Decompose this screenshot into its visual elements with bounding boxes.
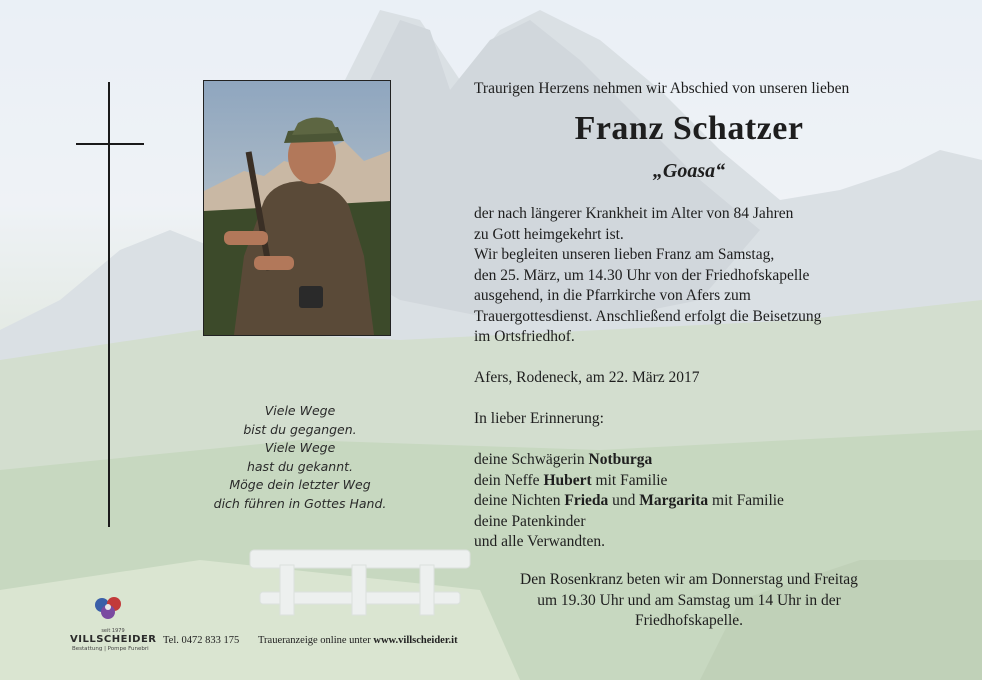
- cross-vertical-bar: [108, 82, 110, 527]
- mourner-line: dein Neffe Hubert mit Familie: [474, 471, 668, 489]
- place-date: Afers, Rodeneck, am 22. März 2017: [474, 369, 700, 386]
- body-line: den 25. März, um 14.30 Uhr von der Friedhofskapelle: [474, 266, 810, 284]
- portrait-illustration: [204, 81, 390, 335]
- body-line: der nach längerer Krankheit im Alter von 84 Jahren: [474, 205, 794, 222]
- logo-emblem-icon: [92, 594, 126, 622]
- online-notice: Traueranzeige online unter www.villscheider.it: [258, 635, 458, 646]
- body-line: ausgehend, in die Pfarrkirche von Afers zum: [474, 287, 751, 304]
- mourner-name: Hubert: [543, 471, 592, 489]
- rosary-line: Friedhofskapelle.: [634, 612, 744, 629]
- rosary-line: Den Rosenkranz beten wir am Donnerstag und Freitag: [520, 571, 858, 588]
- poem-line: Viele Wege: [264, 403, 336, 418]
- body-line: im Ortsfriedhof.: [474, 328, 575, 345]
- poem-line: hast du gekannt.: [246, 458, 354, 474]
- nickname: „Goasa“: [652, 160, 726, 182]
- logo-since: seit 1979: [101, 628, 125, 634]
- logo-subtitle: Bestattung | Pompe Funebri: [72, 646, 149, 652]
- intro-text: Traurigen Herzens nehmen wir Abschied von unseren lieben: [474, 80, 850, 97]
- body-line: zu Gott heimgekehrt ist.: [474, 225, 624, 243]
- mourner-line: deine Schwägerin Notburga: [474, 451, 653, 468]
- announcement-body: [474, 204, 904, 553]
- poem-line: dich führen in Gottes Hand.: [213, 495, 387, 511]
- phone-number: Tel. 0472 833 175: [163, 635, 240, 646]
- mourner-line: deine Nichten Frieda und Margarita mit Familie: [474, 492, 784, 509]
- website-link[interactable]: www.villscheider.it: [373, 635, 458, 646]
- mourner-name: Notburga: [588, 451, 653, 468]
- poem: [190, 402, 410, 513]
- mourner-line: und alle Verwandten.: [474, 533, 605, 550]
- funeral-home-logo-icon: [92, 594, 126, 622]
- remembrance-heading: In lieber Erinnerung:: [474, 410, 604, 427]
- rosary-line: um 19.30 Uhr und am Samstag um 14 Uhr in der: [537, 591, 841, 609]
- mourner-line: deine Patenkinder: [474, 512, 586, 530]
- body-line: Wir begleiten unseren lieben Franz am Samstag,: [474, 246, 775, 263]
- poem-line: Möge dein letzter Weg: [229, 477, 371, 492]
- poem-line: Viele Wege: [264, 440, 336, 455]
- cross-horizontal-bar: [76, 143, 144, 145]
- portrait-photo: [203, 80, 391, 336]
- rosary-notice: [474, 570, 904, 632]
- logo-name: VILLSCHEIDER: [70, 634, 157, 645]
- poem-line: bist du gegangen.: [243, 421, 357, 437]
- deceased-name: Franz Schatzer: [574, 110, 804, 147]
- mourner-name: Margarita: [639, 492, 709, 509]
- mourner-name: Frieda: [564, 492, 609, 509]
- body-line: Trauergottesdienst. Anschließend erfolgt die Beisetzung: [474, 307, 822, 325]
